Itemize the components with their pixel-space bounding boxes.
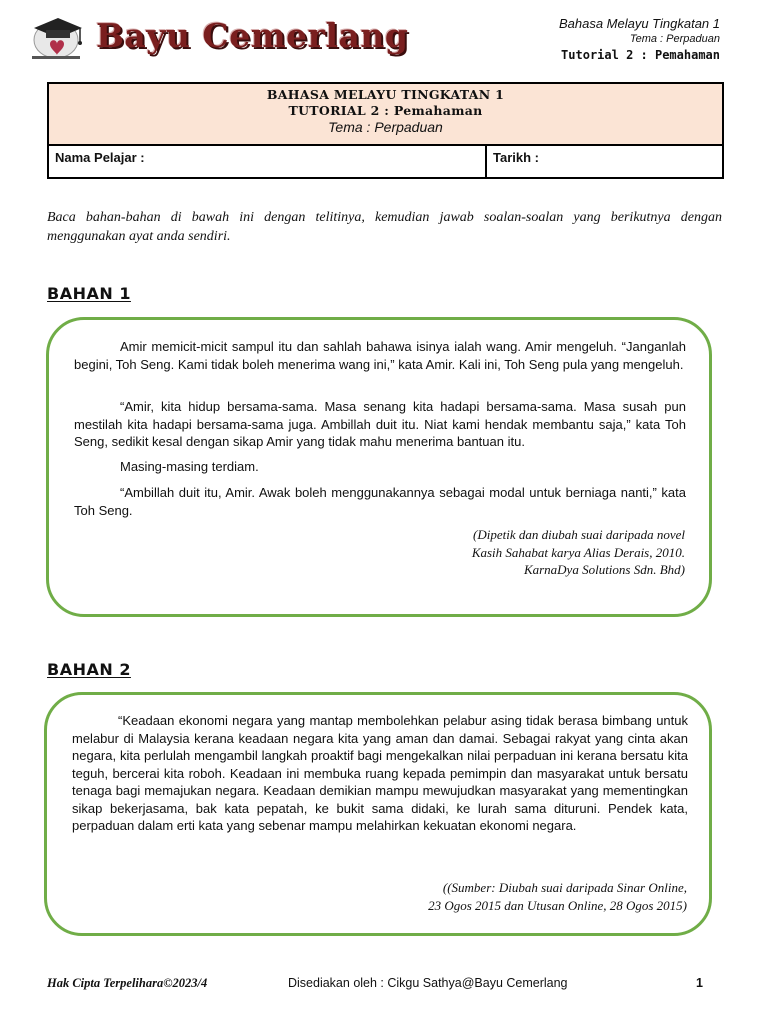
bahan1-source	[285, 526, 685, 579]
logo-emblem-icon	[26, 12, 90, 62]
student-info-row	[49, 146, 722, 177]
bahan1-paragraph-3: Masing-masing terdiam.	[120, 459, 259, 474]
bahan2-box	[44, 692, 712, 936]
header-tutorial: Tutorial 2 : Pemahaman	[561, 48, 720, 62]
bahan1-paragraph-1: Amir memicit-micit sampul itu dan sahlah bahawa isinya ialah wang. Amir mengeluh. “Janganlah begini, Toh Seng. Kami tidak boleh menerima wang ini,” kata Amir. Kali ini, Toh Seng pula yang mengeluh.	[74, 339, 686, 372]
footer-prepared-by: Disediakan oleh : Cikgu Sathya@Bayu Cemerlang	[288, 976, 568, 990]
field-divider	[485, 146, 487, 177]
bahan1-heading: BAHAN 1	[47, 284, 131, 303]
footer-copyright: Hak Cipta Terpelihara©2023/4	[47, 976, 208, 990]
bahan1-paragraph-4: “Ambillah duit itu, Amir. Awak boleh menggunakannya sebagai modal untuk berniaga nanti,” kata Toh Seng.	[74, 485, 686, 518]
title-line-3: Tema : Perpaduan	[328, 119, 443, 135]
bahan2-paragraph: “Keadaan ekonomi negara yang mantap membolehkan pelabur asing tidak berasa bimbang untuk melabur di Malaysia kerana keadaan negara kita yang aman dan damai. Sebagai rakyat yang cinta akan negara, kita perlulah mengambil langkah proaktif bagi mengekalkan nilai perpaduan ini kerana bersatu kita teguh, bercerai kita roboh. Keadaan ini membuka ruang kepada pemimpin dan masyarakat untuk bersatu tenaga bagi memajukan negara. Keadaan demikian mampu mewujudkan masyarakat yang mementingkan sikap bekerjasama, bak kata pepatah, ke bukit sama didaki, ke lurah sama dituruni. Pendek kata, perpaduan dalam erti kata yang sebenar mampu melahirkan kekuatan ekonomi negara.	[72, 713, 688, 833]
bahan1-paragraph-2: “Amir, kita hidup bersama-sama. Masa senang kita hadapi bersama-sama. Masa susah pun mestilah kita hadapi bersama-sama juga. Ambillah duit itu. Niat kami hendak membantu saja,” kata Toh Seng, sedikit kesal dengan sikap Amir yang tidak mahu menerima bantuan itu.	[74, 399, 686, 449]
header-meta	[559, 16, 720, 63]
bahan2-source	[267, 879, 687, 914]
title-band	[49, 84, 722, 146]
title-line-2: TUTORIAL 2 : Pemahaman	[288, 103, 483, 118]
logo-wordmark: Bayu Cemerlang	[96, 16, 409, 55]
title-table	[47, 82, 724, 179]
bahan1-source-line: KarnaDya Solutions Sdn. Bhd)	[523, 562, 685, 577]
date-label: Tarikh :	[493, 150, 539, 165]
bahan2-source-line: ((Sumber: Diubah suai daripada Sinar Online,	[442, 880, 687, 895]
bahan2-heading: BAHAN 2	[47, 660, 131, 679]
header-theme: Tema : Perpaduan	[629, 33, 720, 45]
bahan2-source-line: 23 Ogos 2015 dan Utusan Online, 28 Ogos 2015)	[428, 897, 687, 913]
title-line-1: BAHASA MELAYU TINGKATAN 1	[266, 87, 505, 102]
header-subject: Bahasa Melayu Tingkatan 1	[558, 16, 720, 31]
bahan1-source-line: Kasih Sahabat karya Alias Derais, 2010.	[471, 544, 685, 560]
bahan1-source-line: (Dipetik dan diubah suai daripada novel	[473, 527, 685, 542]
page-number: 1	[696, 976, 703, 990]
bahan1-box	[46, 317, 712, 617]
student-name-label: Nama Pelajar :	[55, 150, 145, 165]
instruction-text: Baca bahan-bahan di bawah ini dengan telitinya, kemudian jawab soalan-soalan yang berikutnya dengan menggunakan ayat anda sendiri.	[47, 210, 722, 244]
